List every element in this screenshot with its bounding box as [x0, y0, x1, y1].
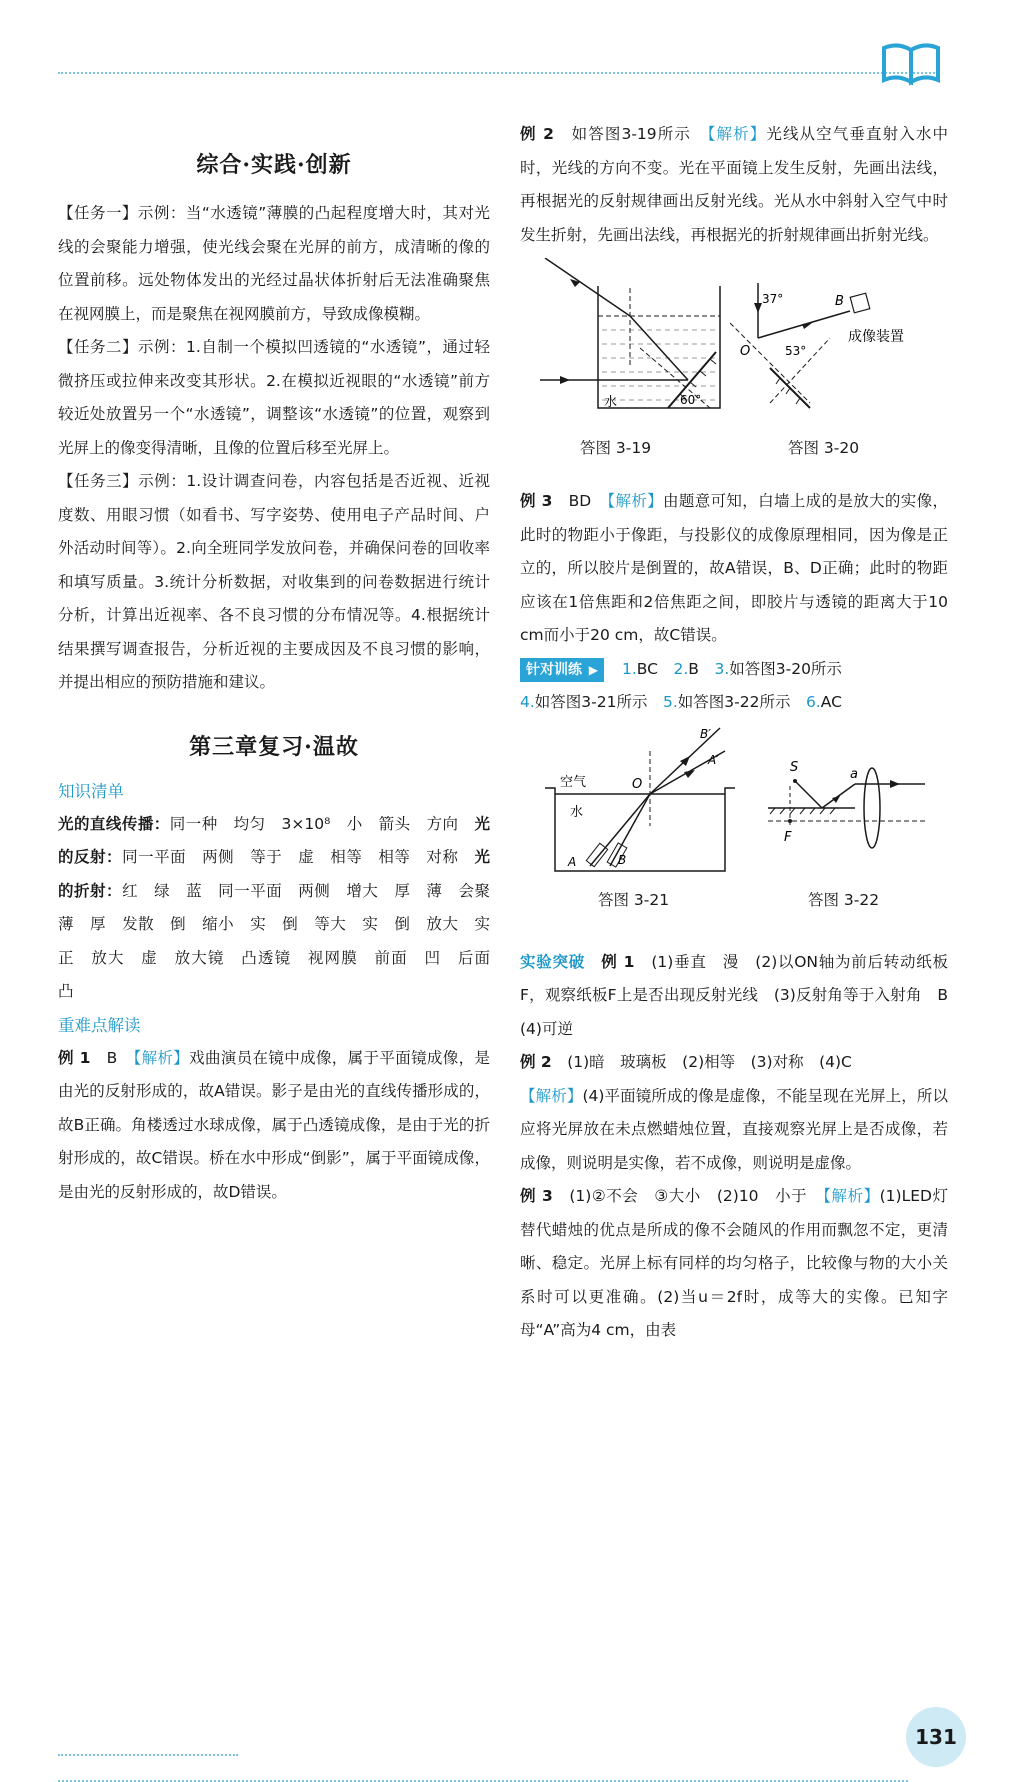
figure-3-21-point-b-prime: B′: [700, 726, 711, 741]
example-3-label: 例 3: [520, 492, 553, 510]
figure-3-21-point-a: A: [568, 854, 577, 869]
knowledge-list-text: [58, 808, 506, 1009]
page-number: 131: [906, 1707, 966, 1767]
training-answer-3: 如答图3-20所示: [729, 659, 842, 678]
knowledge-answers-3: 红 绿 蓝 同一平面 两侧 增大 厚 薄 会聚 薄 厚 发散 倒 缩小 实 倒 等大 实 倒 放大 实 正 放大 虚 放大镜 凸透镜 视网膜 前面 凹 后面 凸: [58, 881, 506, 1000]
figure-3-19-angle-label: 60°: [680, 393, 702, 407]
targeted-training-row-1: 针对训练 ▶ 1.BC 2.B 3.如答图3-20所示: [520, 653, 948, 687]
book-icon: [880, 40, 942, 86]
experiment-example-1-block: [520, 946, 964, 1047]
analysis-tag: 【解析】: [823, 1187, 880, 1205]
subheading-knowledge-list: 知识清单: [58, 781, 124, 801]
example-2-label: 例 2: [520, 125, 554, 143]
figure-3-20-angle-53: 53°: [785, 344, 807, 358]
task-3-text: 【任务三】示例：1.设计调查问卷，内容包括是否近视、近视度数、用眼习惯（如看书、写字姿势、使用电子产品时间、户外活动时间等）。2.向全班同学发放问卷，并确保问卷的回收率和填写质量。3.统计分析数据，对收集到的问卷数据进行统计分析，计算出近视率、各不良习惯的分布情况等。4.根据统计结果撰写调查报告，分析近视的主要成因及不良习惯的影响，并提出相应的预防措施和建议。: [58, 472, 490, 691]
figure-3-20-device-label: 成像装置: [848, 329, 904, 345]
play-icon: ▶: [588, 662, 598, 677]
targeted-training-row-2: 4.如答图3-21所示 5.如答图3-22所示 6.AC: [520, 693, 842, 711]
training-answer-2: B: [688, 659, 699, 678]
training-answer-4: 如答图3-21所示: [534, 693, 648, 711]
training-answer-1: BC: [636, 659, 658, 678]
experiment-example-2-label: 例 2: [520, 1053, 552, 1071]
experiment-example-3-block: [520, 1180, 948, 1348]
figure-3-22-caption: 答图 3-22: [808, 890, 880, 909]
figure-3-20-caption: 答图 3-20: [788, 439, 860, 457]
example-1-label: 例 1: [58, 1048, 91, 1067]
figure-3-20-point-o: O: [740, 344, 751, 359]
example-1-answer: B: [106, 1048, 118, 1067]
figure-3-19-diagram: [540, 258, 730, 418]
figure-3-22-point-s: S: [790, 759, 799, 775]
figure-3-19-water-label: 水: [604, 395, 618, 410]
footer-dotted-line: [58, 1754, 238, 1756]
example-2-block: [520, 118, 948, 252]
example-3-answer: BD: [568, 492, 592, 510]
task-2-text: 【任务二】示例：1.自制一个模拟凹透镜的“水透镜”，通过轻微挤压或拉伸来改变其形状。2.在模拟近视眼的“水透镜”前方较近处放置另一个“水透镜”，调整该“水透镜”的位置，观察到光屏上的像变得清晰，且像的位置后移至光屏上。: [58, 338, 490, 457]
example-2-answer: 如答图3-19所示: [571, 125, 691, 143]
figure-3-21-point-a-prime: A′: [708, 752, 719, 767]
section-title-review: 第三章复习·温故: [189, 733, 359, 760]
section-title-synthesis: 综合·实践·创新: [196, 152, 352, 178]
figure-3-20-angle-37: 37°: [762, 292, 784, 306]
right-column: [520, 118, 964, 1348]
experiment-breakthrough-label: 实验突破: [520, 952, 585, 971]
analysis-tag: 【解析】: [607, 492, 664, 510]
knowledge-answers-2: 同一平面 两侧 等于 虚 相等 相等 对称: [122, 848, 475, 866]
figure-3-21-air-label: 空气: [560, 774, 587, 790]
training-answer-6: AC: [820, 693, 842, 711]
figure-3-21-caption: 答图 3-21: [598, 890, 670, 909]
figures-3-19-3-20: [520, 258, 948, 473]
figure-3-21-point-o: O: [632, 776, 643, 792]
figure-3-20-point-b: B: [835, 294, 844, 309]
training-answer-5: 如答图3-22所示: [677, 693, 791, 711]
subheading-key-points: 重难点解读: [58, 1015, 141, 1035]
knowledge-label-refraction: 光的折射：: [58, 848, 490, 900]
experiment-example-2-block: [520, 1046, 948, 1180]
analysis-tag: 【解析】: [707, 125, 767, 143]
analysis-tag: 【解析】: [520, 1086, 583, 1105]
example-3-analysis: 由题意可知，白墙上成的是放大的实像，此时的物距小于像距，与投影仪的成像原理相同，因为像是正立的，所以胶片是倒置的，故A错误，B、D正确；此时的物距应该在1倍焦距和2倍焦距之间，即胶片与透镜的距离大于10 cm而小于20 cm，故C错误。: [520, 492, 948, 644]
experiment-example-3-analysis: (1)LED灯替代蜡烛的优点是所成的像不会随风的作用而飘忽不定，更清晰、稳定。光屏上标有同样的均匀格子，比较像与物的大小关系时可以更准确。(2)当u＝2f时，成等大的实像。已知字母“A”高为4 cm，由表: [520, 1187, 948, 1339]
knowledge-answers-1: 同一种 均匀 3×10⁸ 小 箭头 方向: [169, 814, 475, 833]
experiment-example-3-answer: (1)②不会 ③大小 (2)10 小于: [569, 1187, 808, 1205]
targeted-training-badge: 针对训练 ▶: [520, 658, 604, 682]
left-column: [58, 118, 506, 1209]
analysis-tag: 【解析】: [133, 1048, 190, 1067]
figure-3-22-diagram: [760, 746, 930, 866]
experiment-example-3-label: 例 3: [520, 1187, 553, 1205]
experiment-example-2-answer: (1)暗 玻璃板 (2)相等 (3)对称 (4)C: [567, 1053, 852, 1071]
example-2-analysis: 光线从空气垂直射入水中时，光线的方向不变。光在平面镜上发生反射，先画出法线，再根据光的反射规律画出反射光线。光从水中斜射入空气中时发生折射，先画出法线，再根据光的折射规律画出折射光线。: [520, 125, 948, 244]
header-dotted-line: [58, 72, 938, 74]
example-3-block: [520, 485, 948, 653]
experiment-example-1-answer: (1)垂直 漫 (2)以ON轴为前后转动纸板F，观察纸板F上是否出现反射光线 (3)反射角等于入射角 B (4)可逆: [520, 952, 964, 1038]
knowledge-label-rectilinear: 光的直线传播：: [58, 814, 170, 833]
figure-3-21-water-label: 水: [570, 804, 584, 820]
example-1-block: [58, 1042, 490, 1210]
figure-3-21-diagram: [540, 726, 740, 876]
figure-3-22-point-a: a: [850, 766, 858, 782]
experiment-example-1-label: 例 1: [601, 952, 635, 971]
figure-3-19-caption: 答图 3-19: [580, 439, 652, 457]
experiment-example-2-analysis: (4)平面镜所成的像是虚像，不能呈现在光屏上，所以应将光屏放在未点燃蜡烛位置，直接观察光屏上是否成像，若成像，则说明是实像，若不成像，则说明是虚像。: [520, 1086, 948, 1172]
figure-3-21-point-b: B: [618, 852, 627, 867]
knowledge-label-reflection: 光的反射：: [58, 814, 490, 866]
figure-3-20-diagram: [730, 283, 940, 423]
example-1-analysis: 戏曲演员在镜中成像，属于平面镜成像，是由光的反射形成的，故A错误。影子是由光的直线传播形成的，故B正确。角楼透过水球成像，属于凸透镜成像，是由于光的折射形成的，故C错误。桥在水中形成“倒影”，属于平面镜成像，是由光的反射形成的，故D错误。: [58, 1048, 490, 1201]
figure-3-22-point-f: F: [784, 829, 792, 845]
task-1-text: 【任务一】示例：当“水透镜”薄膜的凸起程度增大时，其对光线的会聚能力增强，使光线会聚在光屏的前方，成清晰的像的位置前移。远处物体发出的光经过晶状体折射后无法准确聚焦在视网膜上，而是聚焦在视网膜前方，导致成像模糊。: [58, 204, 490, 323]
figures-3-21-3-22: [520, 726, 948, 926]
